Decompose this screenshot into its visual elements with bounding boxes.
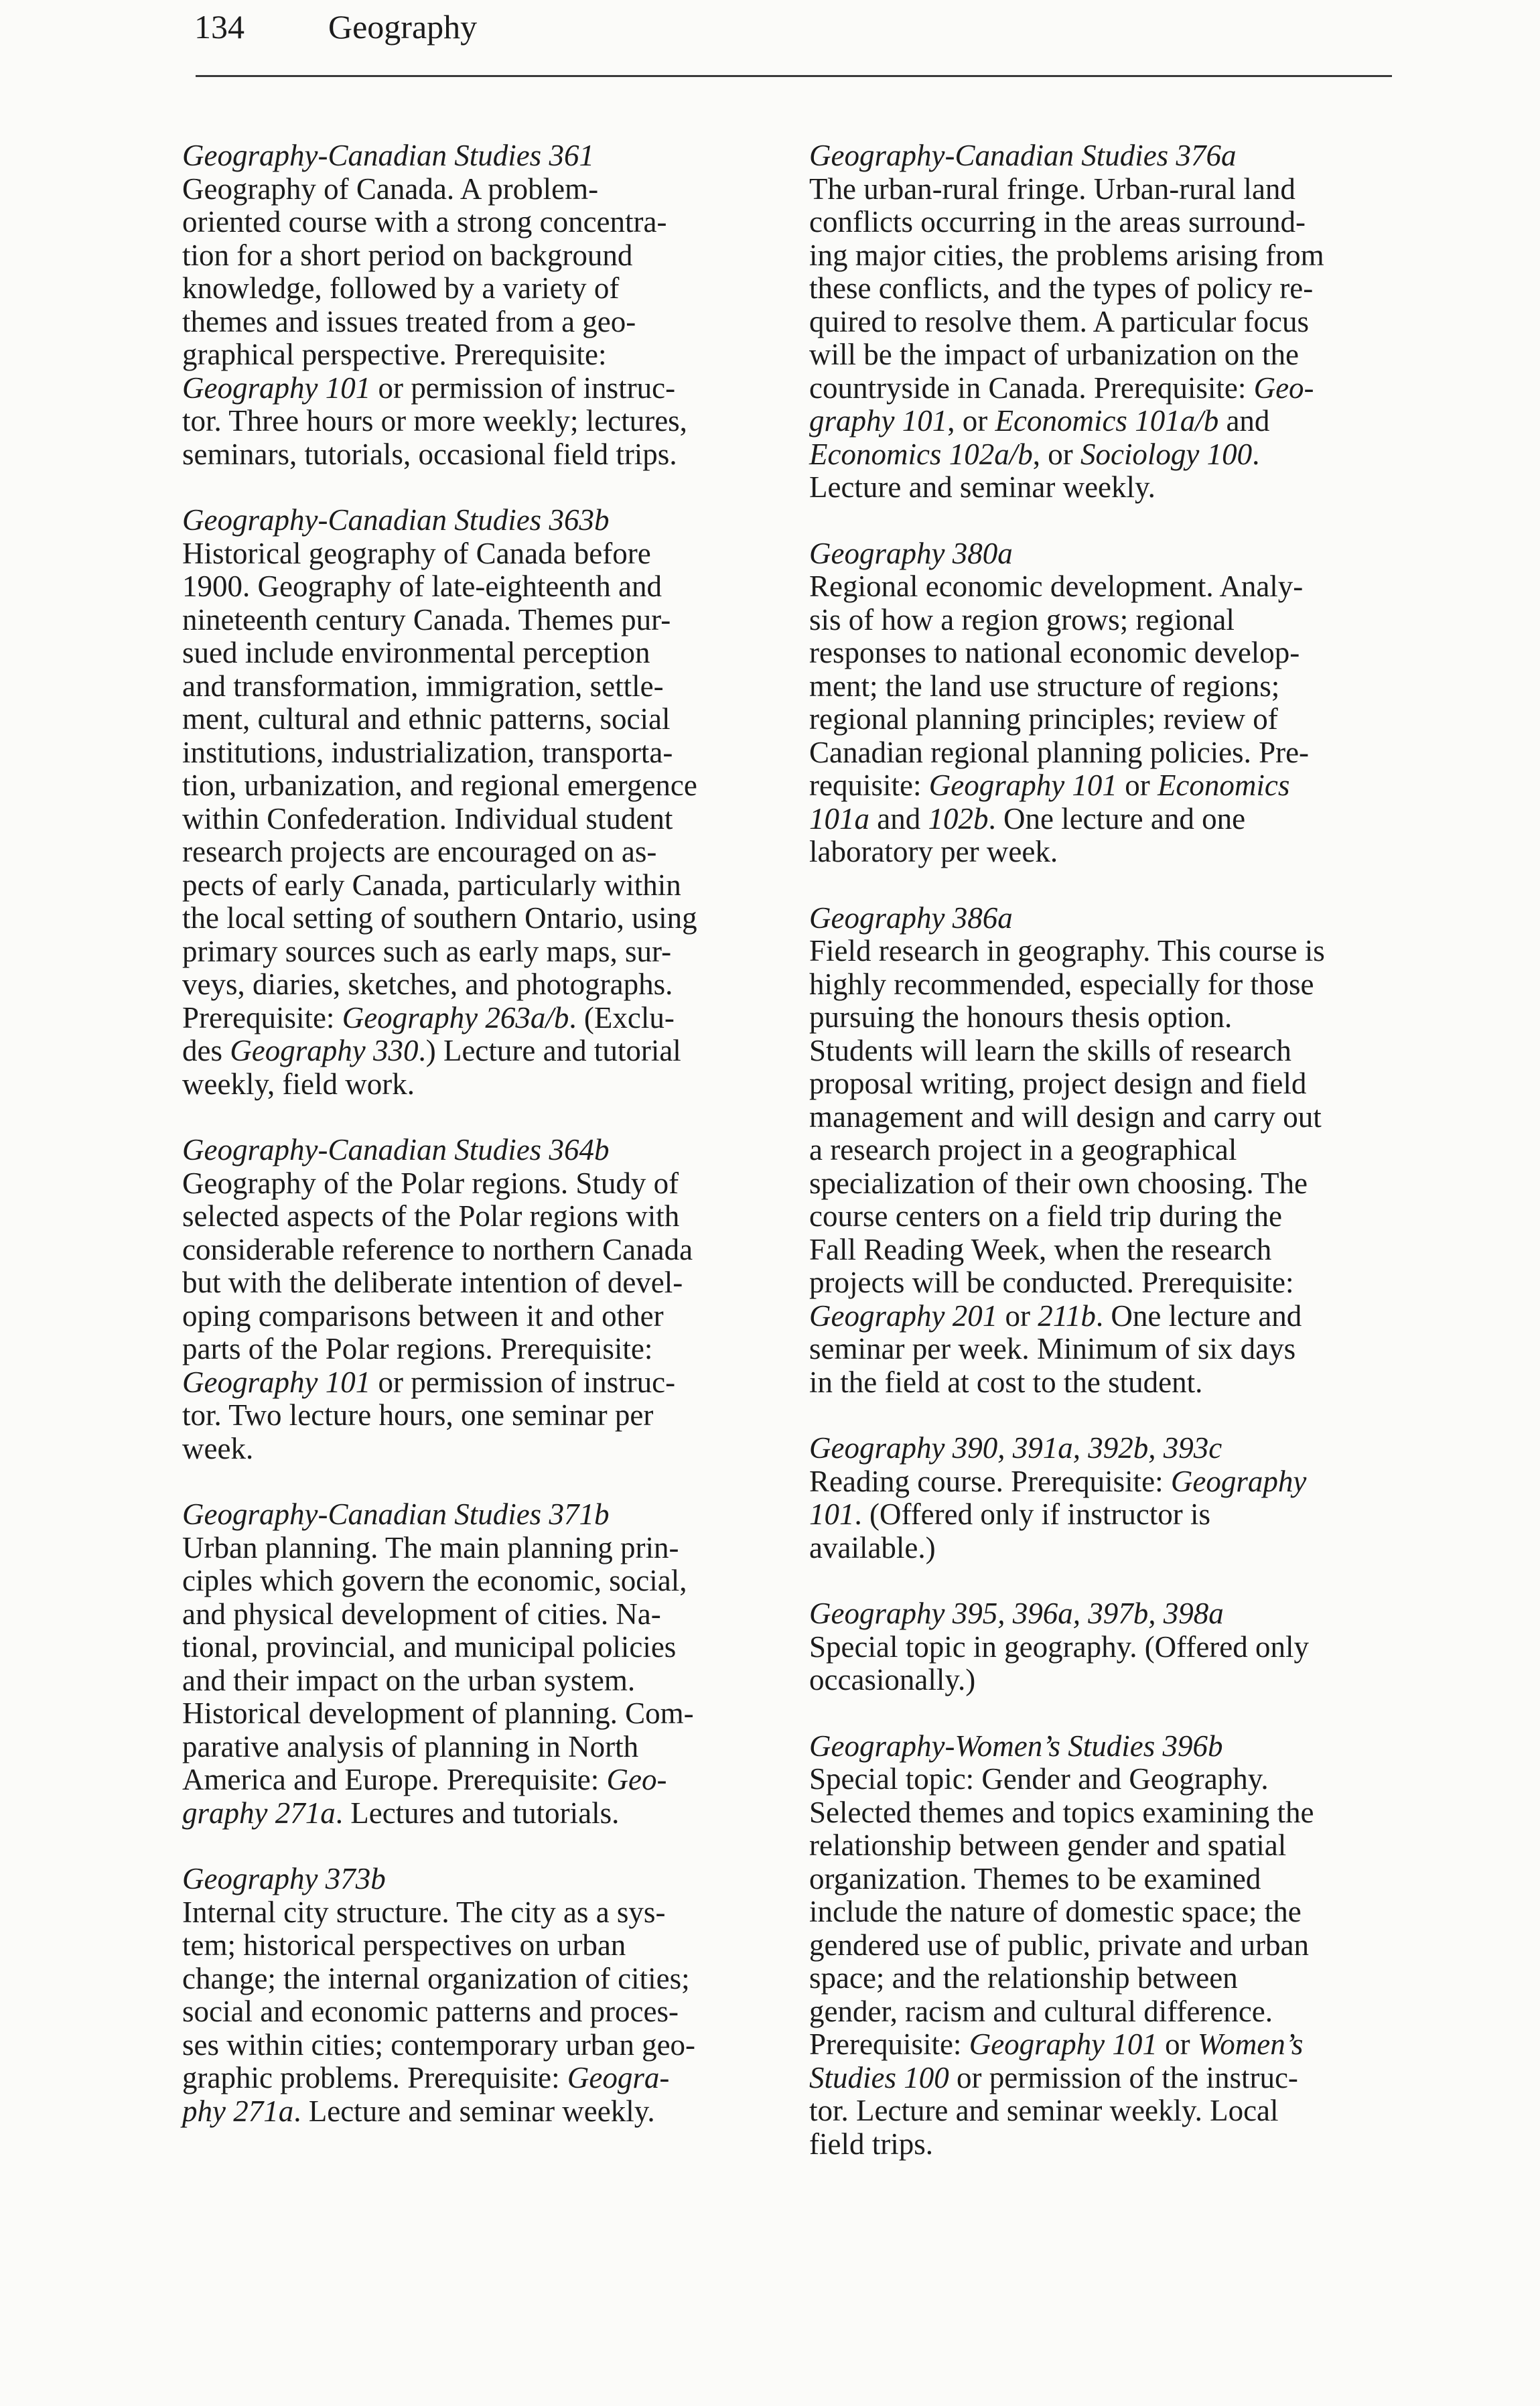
header-rule <box>196 75 1392 77</box>
course-description <box>809 1631 1395 1697</box>
description-text: . (Offered only if instructor is available.) <box>809 1497 1211 1564</box>
description-text: Historical geography of Canada before 1900. Geography of late-eighteenth and nineteenth century Canada. Themes pur- sued include environmental perception and transformation, immigration, settle- ment, cultural and ethnic patterns, social institutions, industrialization, transporta- tion, urbanization, and regional emergence within Confederation. Individual student research projects are encouraged on as- pects of early Canada, particularly within the local setting of southern Ontario, using primary sources such as early maps, sur- veys, diaries, sketches, and photographs. Prerequisite: <box>182 536 697 1034</box>
course-reference: Geography 330 <box>230 1034 419 1067</box>
right-column <box>809 139 1395 2194</box>
course-reference: Sociology 100 <box>1080 437 1253 471</box>
course-description <box>182 173 768 472</box>
description-text: Geography of Canada. A problem- oriented course with a strong concentra- tion for a short period on background knowledge, followed by a variety of themes and issues treated from a geo- graphical perspective. Prerequisite: <box>182 172 667 371</box>
course-title: Geography 395, 396a, 397b, 398a <box>809 1597 1224 1630</box>
description-text: Reading course. Prerequisite: <box>809 1464 1171 1498</box>
course-title: Geography 390, 391a, 392b, 393c <box>809 1431 1222 1465</box>
course-title: Geography 373b <box>182 1862 386 1895</box>
description-text: and <box>869 801 928 836</box>
description-text: . Lecture and seminar weekly. <box>809 437 1260 504</box>
course-title: Geography 380a <box>809 536 1013 570</box>
course-description <box>809 173 1395 505</box>
running-head <box>194 5 477 49</box>
section-title: Geography <box>328 8 478 46</box>
course-entry <box>809 902 1395 1400</box>
description-text: or <box>1117 768 1158 802</box>
course-description <box>182 537 768 1101</box>
course-title: Geography-Canadian Studies 363b <box>182 503 610 537</box>
description-text: Regional economic development. Analy- sis of how a region grows; regional responses to national economic develop- ment; the land use structure of regions; regional planning principles; review of Canadian regional planning policies. Pre- requisite: <box>809 570 1310 802</box>
course-title: Geography-Canadian Studies 371b <box>182 1497 610 1531</box>
course-description <box>809 935 1395 1399</box>
description-text: or permission of the instruc- tor. Lecture and seminar weekly. Local field trips. <box>809 2060 1298 2161</box>
course-reference: Geogra- phy 271a <box>182 2061 670 2128</box>
course-entry <box>182 1498 768 1830</box>
description-text: The urban-rural fringe. Urban-rural land conflicts occurring in the areas surround- ing major cities, the problems arising from these conflicts, and the types of policy re- quired to resolve them. A particular focus will be the impact of urbanization on the countryside in Canada. Prerequisite: <box>809 172 1324 405</box>
description-text: . One lecture and one laboratory per week. <box>809 801 1246 868</box>
page-number: 134 <box>194 8 244 46</box>
course-reference: Geography 201 <box>809 1298 998 1333</box>
description-text: .) Lecture and tutorial weekly, field work. <box>182 1034 681 1101</box>
description-text: . Lecture and seminar weekly. <box>293 2094 655 2128</box>
course-description <box>809 570 1395 869</box>
course-description <box>182 1167 768 1466</box>
course-entry <box>809 1597 1395 1697</box>
course-reference: Geography 101 <box>969 2027 1158 2061</box>
description-text: or permission of instruc- tor. Three hours or more weekly; lectures, seminars, tutorials, occasional field trips. <box>182 371 687 471</box>
course-entry <box>809 1432 1395 1564</box>
course-reference: Economics 101a <box>809 768 1290 836</box>
description-text: or permission of instruc- tor. Two lecture hours, one seminar per week. <box>182 1365 676 1465</box>
course-reference: Economics 102a/b <box>809 437 1033 471</box>
description-text: Special topic in geography. (Offered only occasionally.) <box>809 1629 1310 1696</box>
course-description <box>809 1465 1395 1565</box>
description-text: and <box>1226 404 1270 438</box>
left-column <box>182 139 768 2161</box>
course-title: Geography-Canadian Studies 376a <box>809 139 1237 172</box>
description-text: Internal city structure. The city as a sys- tem; historical perspectives on urban change; the internal organization of cities; social and economic patterns and proces- ses within cities; contemporary urban geo- graphic problems. Prerequisite: <box>182 1895 696 2094</box>
description-text: Special topic: Gender and Geography. Selected themes and topics examining the relationship between gender and spatial organization. Themes to be examined include the nature of domestic space; the gendered use of public, private and urban space; and the relationship between gender, racism and cultural difference. Prerequisite: <box>809 1762 1314 2061</box>
course-reference: Economics 101a/b <box>995 404 1219 438</box>
description-text: or <box>997 1298 1038 1333</box>
description-text: , or <box>1032 437 1080 471</box>
course-entry <box>809 139 1395 505</box>
course-entry <box>182 139 768 471</box>
description-text: . (Exclu- des <box>182 1000 675 1067</box>
course-title: Geography-Canadian Studies 364b <box>182 1133 610 1166</box>
course-reference: Geography 101 <box>928 768 1117 802</box>
course-reference: 102b <box>928 801 989 836</box>
course-description <box>182 1896 768 2129</box>
description-text: , or <box>947 404 995 438</box>
description-text: Field research in geography. This course is highly recommended, especially for those pursuing the honours thesis option. Students will learn the skills of research proposal writing, project design and field management and will design and carry out a research project in a geographical specialization of their own choosing. The course centers on a field trip during the Fall Reading Week, when the research projects will be conducted. Prerequisite: <box>809 934 1325 1299</box>
description-text: Geography of the Polar regions. Study of selected aspects of the Polar regions with considerable reference to northern Canada but with the deliberate intention of devel- oping comparisons between it and other parts of the Polar regions. Prerequisite: <box>182 1166 693 1365</box>
course-reference: Women’s Studies 100 <box>809 2027 1304 2094</box>
course-entry <box>182 1134 768 1465</box>
course-reference: Geography 263a/b <box>342 1000 569 1034</box>
description-text: or <box>1157 2027 1198 2061</box>
course-reference: 211b <box>1038 1298 1096 1333</box>
course-entry <box>182 1863 768 2128</box>
description-text: Urban planning. The main planning prin- ciples which govern the economic, social, and physical development of cities. Na- tional, provincial, and municipal policies and their impact on the urban system. Historical development of planning. Com- parative analysis of planning in North America and Europe. Prerequisite: <box>182 1530 694 1796</box>
course-reference: Geography 101 <box>182 371 371 405</box>
course-reference: Geo- graphy 101 <box>809 371 1314 438</box>
course-title: Geography-Women’s Studies 396b <box>809 1729 1223 1763</box>
course-reference: Geography 101 <box>809 1464 1307 1531</box>
course-title: Geography 386a <box>809 900 1013 935</box>
description-text: . One lecture and seminar per week. Minimum of six days in the field at cost to the student. <box>809 1298 1302 1399</box>
course-reference: Geo- graphy 271a <box>182 1763 667 1830</box>
course-description <box>182 1532 768 1830</box>
description-text: . Lectures and tutorials. <box>335 1796 620 1830</box>
course-entry <box>182 504 768 1101</box>
course-description <box>809 1763 1395 2161</box>
course-entry <box>809 537 1395 869</box>
course-reference: Geography 101 <box>182 1365 371 1399</box>
course-entry <box>809 1730 1395 2161</box>
course-title: Geography-Canadian Studies 361 <box>182 139 594 172</box>
